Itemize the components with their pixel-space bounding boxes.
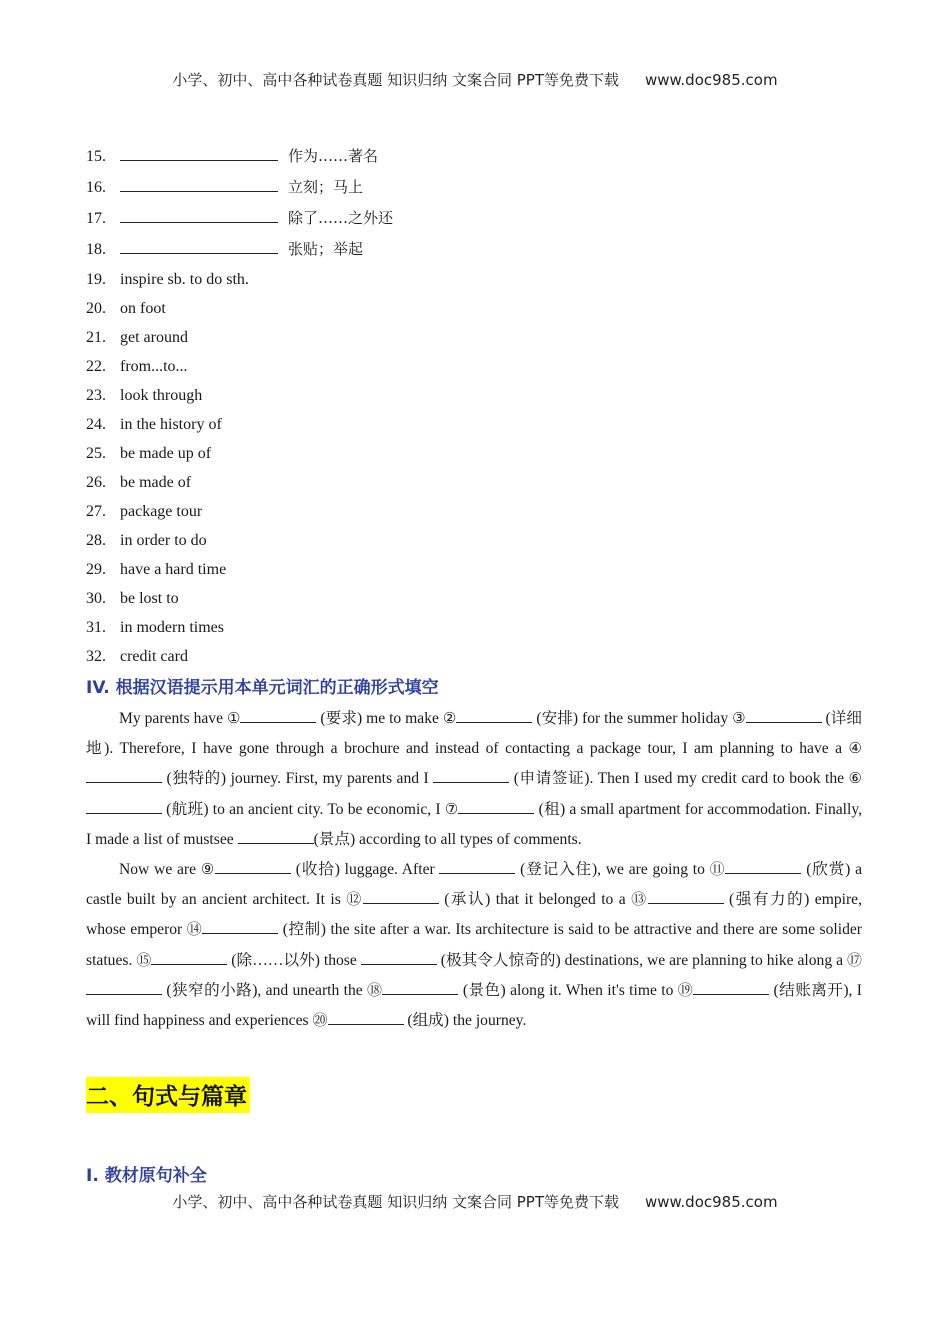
answer-blank[interactable] [86, 981, 162, 995]
vocab-item [86, 203, 393, 234]
blank-number: ① [226, 711, 241, 727]
blank-number: ⑭ [186, 922, 203, 939]
blank-number: ⑬ [631, 892, 648, 909]
item-number: 23. [86, 387, 106, 404]
blank-number: ⑲ [677, 982, 694, 999]
item-text: get around [120, 329, 188, 346]
blank-number: ⑥ [848, 771, 862, 788]
answer-blank[interactable] [363, 890, 439, 904]
answer-blank[interactable] [456, 709, 532, 723]
blank-number: ⑳ [312, 1013, 328, 1030]
answer-blank[interactable] [746, 709, 822, 723]
vocab-item [86, 555, 393, 584]
vocab-item [86, 584, 393, 613]
blank-number: ⑪ [709, 862, 726, 878]
vocab-item [86, 613, 393, 642]
item-text: be made of [120, 474, 192, 491]
blank-number: ④ [848, 741, 862, 758]
answer-blank[interactable] [382, 981, 458, 995]
answer-blank[interactable] [120, 208, 278, 223]
vocab-item [86, 141, 393, 172]
page-footer [0, 1191, 950, 1212]
item-text: on foot [120, 300, 166, 317]
item-text: be lost to [120, 590, 179, 607]
fill-paragraph-2: Now we are ⑨ (收拾) luggage. After (登记入住), we are going to ⑪ (欣赏) a castle built by an ancient architect. It is ⑫ (承认) that it belonged to a ⑬ (强有力的) empire, whose emperor ⑭ (控制) the site after a war. Its architecture is said to be attractive and there are some solider statues. ⑮ (除……以外) those (极其令人惊奇的) destinations, we are planning to hike along a ⑰ (狭窄的小路), and unearth the ⑱ (景色) along it. When it's time to ⑲ (结账离开), I will find happiness and experiences ⑳ (组成) the journey. [86, 861, 862, 1030]
item-number: 15. [86, 148, 106, 165]
blank-number: ⑦ [444, 801, 459, 818]
item-text: 作为……著名 [288, 147, 379, 165]
item-number: 18. [86, 241, 106, 258]
answer-blank[interactable] [151, 951, 227, 965]
answer-blank[interactable] [238, 830, 314, 844]
blank-number: ③ [732, 711, 746, 727]
answer-blank[interactable] [202, 920, 278, 934]
vocab-item [86, 294, 393, 323]
answer-blank[interactable] [328, 1011, 404, 1025]
item-number: 20. [86, 300, 106, 317]
blank-number: ⑮ [136, 952, 152, 969]
item-text: 张贴；举起 [288, 240, 364, 258]
fill-paragraph-1: My parents have ① (要求) me to make ② (安排) for the summer holiday ③ (详细地). Therefore, I have gone through a brochure and instead of contacting a package tour, I am planning to have a ④ (独特的) journey. First, my parents and I (申请签证). Then I used my credit card to book the ⑥ (航班) to an ancient city. To be economic, I ⑦ (租) a small apartment for accommodation. Finally, I made a list of mustsee (景点) according to all types of comments. [86, 710, 863, 848]
item-text: have a hard time [120, 561, 227, 578]
vocab-item [86, 352, 393, 381]
item-number: 25. [86, 445, 106, 462]
answer-blank[interactable] [458, 800, 534, 814]
item-text: in the history of [120, 416, 222, 433]
item-number: 17. [86, 210, 106, 227]
answer-blank[interactable] [120, 177, 278, 192]
answer-blank[interactable] [86, 800, 162, 814]
item-number: 27. [86, 503, 106, 520]
vocab-item [86, 265, 393, 294]
blank-number: ② [442, 711, 457, 727]
footer-text: 小学、初中、高中各种试卷真题 知识归纳 文案合同 PPT等免费下载 [172, 1193, 619, 1211]
header-site: www.doc985.com [644, 71, 778, 89]
vocab-item [86, 381, 393, 410]
blank-number: ⑰ [846, 952, 862, 969]
section-i-title: I. 教材原句补全 [86, 1166, 207, 1186]
answer-blank[interactable] [439, 860, 515, 874]
answer-blank[interactable] [725, 860, 801, 874]
item-number: 30. [86, 590, 106, 607]
footer-site: www.doc985.com [644, 1193, 778, 1211]
blank-number: ⑫ [346, 892, 363, 909]
blank-number: ⑨ [200, 862, 216, 878]
page-header [0, 69, 950, 90]
item-number: 21. [86, 329, 106, 346]
item-text: look through [120, 387, 203, 404]
item-number: 19. [86, 271, 106, 288]
vocab-item [86, 642, 393, 671]
item-number: 16. [86, 179, 106, 196]
blank-number: ⑱ [367, 982, 383, 999]
item-number: 26. [86, 474, 106, 491]
item-text: be made up of [120, 445, 212, 462]
item-number: 32. [86, 648, 106, 665]
answer-blank[interactable] [120, 239, 278, 254]
header-text: 小学、初中、高中各种试卷真题 知识归纳 文案合同 PPT等免费下载 [172, 71, 619, 89]
item-text: in modern times [120, 619, 224, 636]
vocab-item [86, 526, 393, 555]
answer-blank[interactable] [240, 709, 316, 723]
answer-blank[interactable] [215, 860, 291, 874]
vocab-item [86, 439, 393, 468]
answer-blank[interactable] [361, 951, 437, 965]
vocab-item [86, 468, 393, 497]
item-text: in order to do [120, 532, 207, 549]
answer-blank[interactable] [120, 146, 278, 161]
answer-blank[interactable] [693, 981, 769, 995]
vocab-item [86, 234, 393, 265]
answer-blank[interactable] [433, 769, 509, 783]
item-text: inspire sb. to do sth. [120, 271, 249, 288]
item-text: from...to... [120, 358, 188, 375]
item-number: 24. [86, 416, 106, 433]
item-text: 除了……之外还 [288, 209, 394, 227]
answer-blank[interactable] [648, 890, 724, 904]
item-number: 29. [86, 561, 106, 578]
item-number: 28. [86, 532, 106, 549]
vocab-item [86, 410, 393, 439]
answer-blank[interactable] [86, 769, 162, 783]
item-text: credit card [120, 648, 188, 665]
item-text: 立刻；马上 [288, 178, 364, 196]
vocab-item [86, 497, 393, 526]
item-number: 31. [86, 619, 106, 636]
vocab-item [86, 323, 393, 352]
item-number: 22. [86, 358, 106, 375]
part-two-title: 二、句式与篇章 [86, 1077, 250, 1113]
section-iv-title: IV. 根据汉语提示用本单元词汇的正确形式填空 [86, 678, 439, 698]
vocab-item [86, 172, 393, 203]
vocab-list [86, 141, 393, 671]
item-text: package tour [120, 503, 203, 520]
